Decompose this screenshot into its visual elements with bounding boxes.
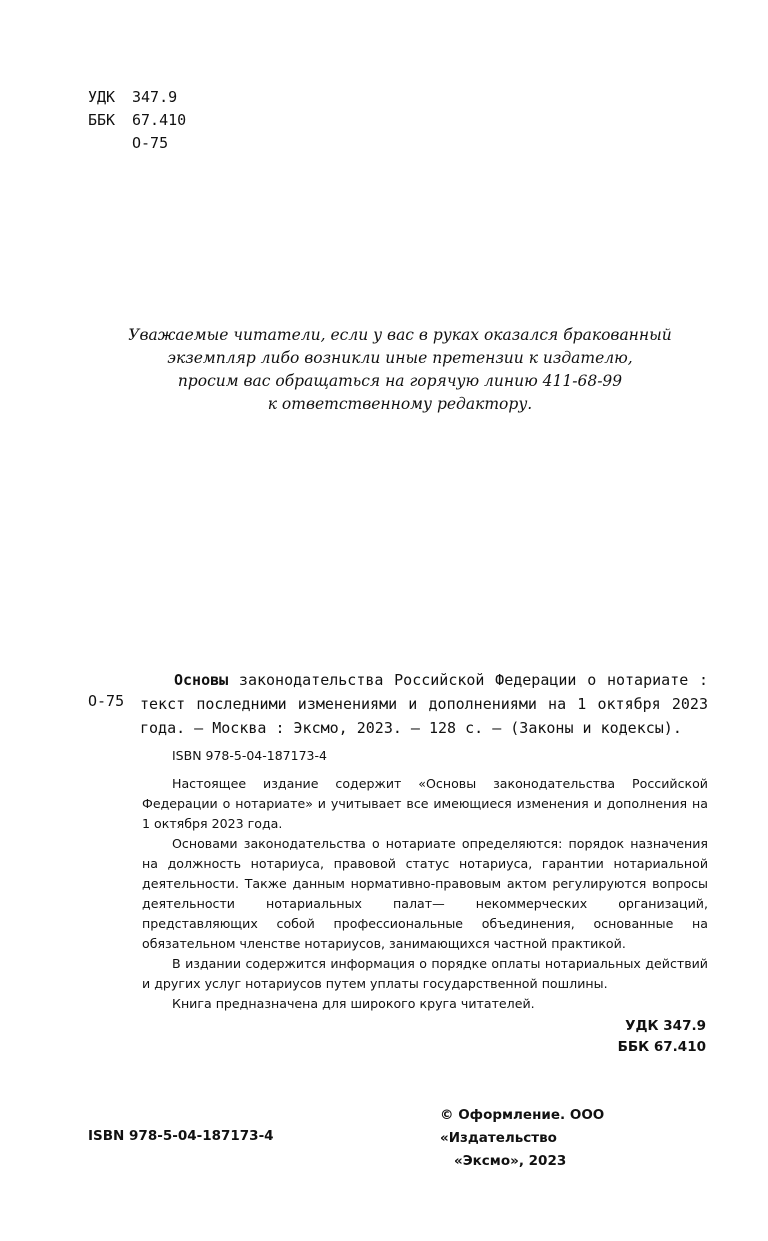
notice-line-3: просим вас обращаться на горячую линию 411-68-99 — [177, 372, 623, 390]
udk-label: УДК — [88, 88, 116, 106]
copyright-line-1: © Оформление. ООО «Издательство — [440, 1107, 605, 1146]
title-rest: законодательства Российской Федерации о нотариате : текст последними изменениями и дополнениями на 1 октября 2023 года. — Москва : Эксмо, 2023. — 128 с. — (Законы и кодексы). — [140, 671, 708, 737]
udk-value: 347.9 — [132, 88, 178, 106]
reader-notice — [90, 324, 710, 416]
author-code: О-75 — [132, 134, 169, 152]
author-code-row — [88, 132, 186, 155]
catalog-side-code: О-75 — [88, 692, 125, 710]
notice-line-2: экземпляр либо возникли иные претензии к издателю, — [167, 349, 633, 367]
catalog-udk-bbk — [618, 1016, 706, 1058]
annotation-paragraph: Настоящее издание содержит «Основы законодательства Российской Федерации о нотариате» и учитывает все имеющиеся изменения и дополнения на 1 октября 2023 года. — [142, 776, 708, 831]
title-bold: Основы — [174, 671, 229, 689]
catalog-udk: УДК 347.9 — [625, 1018, 706, 1034]
copyright — [440, 1104, 720, 1173]
catalog-isbn: ISBN 978-5-04-187173-4 — [172, 748, 327, 763]
annotation — [142, 774, 708, 1014]
bibliographic-entry — [140, 668, 708, 740]
copyright-line-2: «Эксмо», 2023 — [454, 1153, 567, 1169]
notice-line-1: Уважаемые читатели, если у вас в руках оказался бракованный — [128, 326, 672, 344]
footer-isbn: ISBN 978-5-04-187173-4 — [88, 1128, 274, 1144]
annotation-paragraph: В издании содержится информация о порядке оплаты нотариальных действий и других услуг нотариусов путем уплаты государственной пошлины. — [142, 956, 708, 991]
annotation-paragraph: Основами законодательства о нотариате определяются: порядок назначения на должность нотариуса, правовой статус нотариуса, гарантии нотариальной деятельности. Также данным нормативно-правовым актом регулируются вопросы деятельности нотариальных палат— некоммерческих организаций, представляющих собой профессиональные объединения, основанные на обязательном членстве нотариусов, занимающихся частной практикой. — [142, 836, 708, 951]
udk-row — [88, 86, 186, 109]
bbk-row — [88, 109, 186, 132]
bbk-label: ББК — [88, 111, 116, 129]
bbk-value: 67.410 — [132, 111, 187, 129]
catalog-bbk: ББК 67.410 — [617, 1039, 706, 1055]
classification-block — [88, 86, 186, 155]
annotation-paragraph: Книга предназначена для широкого круга читателей. — [172, 996, 535, 1011]
notice-line-4: к ответственному редактору. — [267, 395, 533, 413]
